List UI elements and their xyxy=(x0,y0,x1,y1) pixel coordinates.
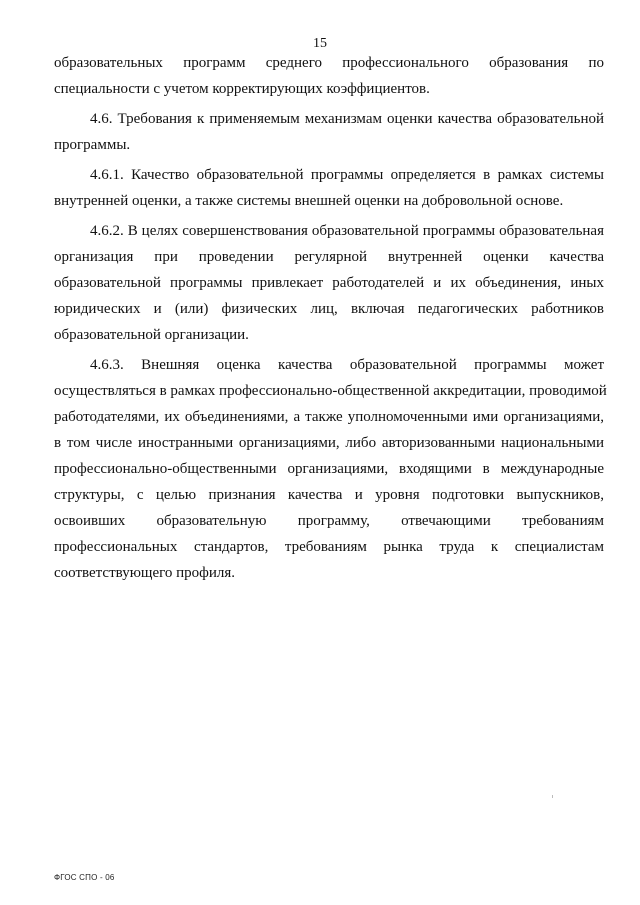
text-line: 4.6. Требования к применяемым механизмам оценки качества образовательной xyxy=(90,111,604,127)
text-line: внутренней оценки, а также системы внешней оценки на добровольной основе. xyxy=(54,193,564,209)
text-line: 4.6.1. Качество образовательной программы определяется в рамках системы xyxy=(90,167,604,183)
page-number: 15 xyxy=(313,36,327,51)
text-line: в том числе иностранными организациями, либо авторизованными национальными xyxy=(54,435,604,451)
paragraph-4-6-1 xyxy=(54,162,604,214)
paragraph-4-6-2 xyxy=(54,218,604,348)
text-line: соответствующего профиля. xyxy=(54,565,236,581)
text-line: профессиональных стандартов, требованиям рынка труда к специалистам xyxy=(54,539,604,555)
text-line: освоивших образовательную программу, отвечающими требованиям xyxy=(54,513,604,529)
text-line: работодателями, их объединениями, а также уполномоченными ими организациями, xyxy=(54,409,604,425)
text-line: организация при проведении регулярной внутренней оценки качества xyxy=(54,249,604,265)
text-line: программы. xyxy=(54,137,131,153)
text-line: образовательной программы привлекает работодателей и их объединения, иных xyxy=(54,275,604,291)
text-line: специальности с учетом корректирующих коэффициентов. xyxy=(54,81,430,97)
paragraph-continuation xyxy=(54,50,604,102)
scan-speck xyxy=(552,795,553,798)
text-line: структуры, с целью признания качества и уровня подготовки выпускников, xyxy=(54,487,604,503)
footer-document-code: ФГОС СПО - 06 xyxy=(54,873,115,882)
text-line: профессионально-общественными организациями, входящими в международные xyxy=(54,461,604,477)
text-line: осуществляться в рамках профессионально-общественной аккредитации, проводимой xyxy=(54,383,607,399)
text-line: юридических и (или) физических лиц, включая педагогических работников xyxy=(54,301,604,317)
document-body xyxy=(54,50,607,590)
text-line: 4.6.2. В целях совершенствования образовательной программы образовательная xyxy=(90,223,604,239)
text-line: образовательной организации. xyxy=(54,327,249,343)
paragraph-4-6-3 xyxy=(54,352,607,586)
text-line: образовательных программ среднего профессионального образования по xyxy=(54,55,604,71)
paragraph-4-6 xyxy=(54,106,604,158)
text-line: 4.6.3. Внешняя оценка качества образовательной программы может xyxy=(90,357,604,373)
